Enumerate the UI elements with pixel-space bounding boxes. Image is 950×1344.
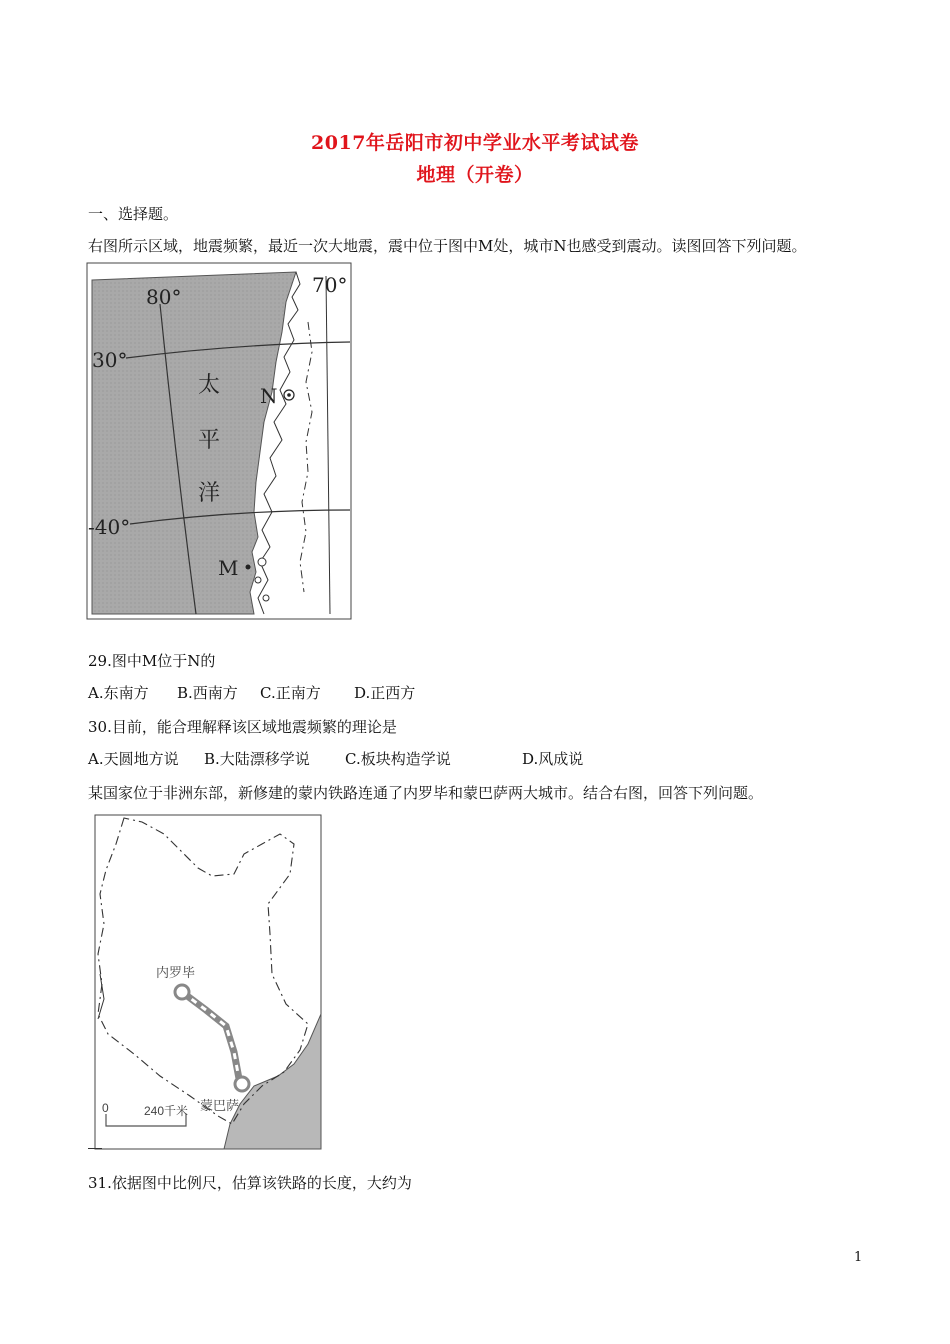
chile-map — [86, 262, 352, 620]
ocean-char-2: 平 — [198, 428, 221, 453]
section-heading: 一、选择题。 — [88, 205, 179, 223]
q30-option-c: C.板块构造学说 — [345, 750, 451, 768]
q31-stem: 31.依据图中比例尺，估算该铁路的长度，大约为 — [88, 1174, 412, 1192]
kenya-map — [94, 814, 322, 1150]
q30-stem: 30.目前，能合理解释该区域地震频繁的理论是 — [88, 718, 397, 736]
mombasa-marker — [235, 1077, 249, 1091]
q29-stem: 29.图中M位于N的 — [88, 652, 216, 670]
lat-40-label: -40° — [88, 515, 131, 539]
lat-30-label: 30° — [92, 348, 128, 372]
point-m-label: M — [218, 556, 239, 580]
divider — [88, 1148, 102, 1149]
intro-paragraph-1: 右图所示区域，地震频繁，最近一次大地震，震中位于图中M处，城市N也感受到震动。读图回答下列问题。 — [88, 237, 807, 255]
q29-option-a: A.东南方 — [88, 684, 149, 702]
mombasa-label: 蒙巴萨 — [200, 1098, 240, 1113]
ocean-char-3: 洋 — [198, 481, 221, 506]
exam-title: 2017年岳阳市初中学业水平考试试卷 — [311, 132, 639, 154]
ocean-char-1: 太 — [198, 373, 221, 398]
scale-distance-label: 240千米 — [144, 1104, 189, 1118]
epicenter-m-marker — [246, 565, 251, 570]
q30-option-b: B.大陆漂移学说 — [204, 750, 310, 768]
nairobi-label: 内罗毕 — [156, 965, 196, 980]
exam-subtitle: 地理（开卷） — [416, 164, 534, 186]
q29-option-d: D.正西方 — [354, 684, 416, 702]
q29-option-c: C.正南方 — [260, 684, 321, 702]
point-n-label: N — [260, 384, 278, 408]
page-number: 1 — [854, 1250, 863, 1265]
scale-zero-label: 0 — [102, 1101, 109, 1115]
q29-option-b: B.西南方 — [177, 684, 238, 702]
lon-70-label: 70° — [312, 273, 348, 297]
q30-option-a: A.天圆地方说 — [88, 750, 179, 768]
lon-80-label: 80° — [146, 285, 182, 309]
intro-paragraph-2: 某国家位于非洲东部，新修建的蒙内铁路连通了内罗毕和蒙巴萨两大城市。结合右图，回答下列问题。 — [88, 784, 764, 802]
q30-option-d: D.风成说 — [522, 750, 584, 768]
nairobi-marker — [175, 985, 189, 999]
